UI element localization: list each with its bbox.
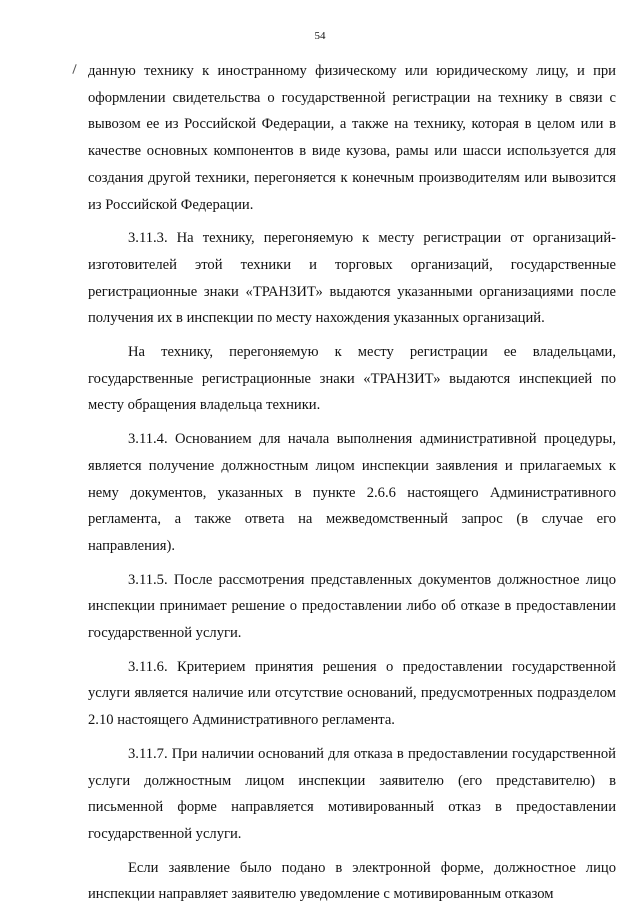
document-body	[88, 58, 616, 915]
page-number: 54	[314, 30, 326, 42]
paragraph-electronic-form: Если заявление было подано в электронной форме, должностное лицо инспекции направляет заявителю уведомление с мотивированным отказом	[88, 859, 616, 903]
paragraph-3-11-7: 3.11.7. При наличии оснований для отказа в предоставлении государственной услуги должностным лицом инспекции заявителю (его представителю) в письменной форме направляется мотивированный отказ в предоставлении государственной услуги.	[88, 745, 616, 842]
margin-mark	[72, 64, 76, 74]
paragraph-3-11-6: 3.11.6. Критерием принятия решения о предоставлении государственной услуги является наличие или отсутствие оснований, предусмотренных подразделом 2.10 настоящего Административного регламента.	[88, 658, 616, 729]
paragraph-owners-transit: На технику, перегоняемую к месту регистрации ее владельцами, государственные регистрационные знаки «ТРАНЗИТ» выдаются инспекцией по месту обращения владельца техники.	[88, 344, 616, 414]
paragraph-3-11-4: 3.11.4. Основанием для начала выполнения административной процедуры, является получение должностным лицом инспекции заявления и прилагаемых к нему документов, указанных в пункте 2.6.6 настоящего Административного регламента, а также ответа на межведомственный запрос (в случае его направления).	[88, 431, 616, 554]
paragraph-3-11-3: 3.11.3. На технику, перегоняемую к месту регистрации от организаций-изготовителей этой техники и торговых организаций, государственные регистрационные знаки «ТРАНЗИТ» выдаются указанными организациями после получения их в инспекции по месту нахождения указанных организаций.	[88, 230, 616, 327]
paragraph-3-11-5: 3.11.5. После рассмотрения представленных документов должностное лицо инспекции принимает решение о предоставлении либо об отказе в предоставлении государственной услуги.	[88, 571, 616, 642]
paragraph-continuation: данную технику к иностранному физическому или юридическому лицу, и при оформлении свидетельства о государственной регистрации на технику в связи с вывозом ее из Российской Федерации, а также на технику, которая в целом или в качестве основных компонентов в виде кузова, рамы или шасси используется для создания другой техники, перегоняется к конечным производителям или вывозится из Российской Федерации.	[88, 63, 616, 213]
